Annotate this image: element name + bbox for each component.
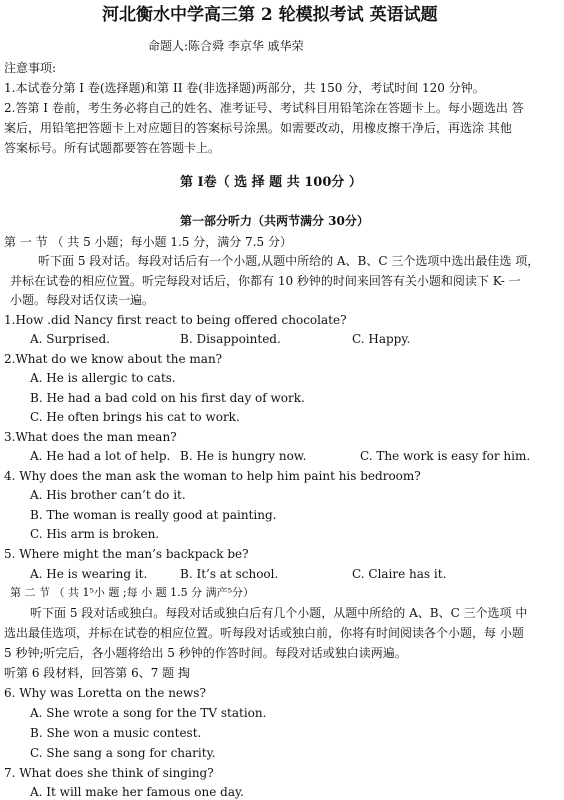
section-2-instr-2: 选出最佳选项，并标在试卷的相应位置。听每段对话或独白前，你将有时间阅读各个小题，每 小题	[4, 626, 524, 640]
q5-option-a: A. He is wearing it.	[30, 567, 148, 581]
notice-heading: 注意事项:	[4, 61, 57, 75]
q6-option-c: C. She sang a song for charity.	[30, 746, 216, 760]
q2-option-c: C. He often brings his cat to work.	[30, 410, 240, 424]
part-1-heading: 第一部分听力（共两节满分 30分）	[180, 214, 369, 228]
q1-option-b: B. Disappointed.	[180, 332, 281, 346]
q5-option-c: C. Claire has it.	[352, 567, 447, 581]
question-4: 4. Why does the man ask the woman to help him paint his bedroom?	[4, 469, 421, 483]
section-1-instr-2: 并标在试卷的相应位置。听完每段对话后，你都有 10 秒钟的时间来回答有关小题和阅读下 K- 一	[10, 274, 521, 288]
volume-1-heading: 第 I卷（ 选 择 题 共 100分 ）	[180, 175, 362, 190]
q6-option-a: A. She wrote a song for the TV station.	[30, 706, 267, 720]
q5-option-b: B. It’s at school.	[180, 567, 279, 581]
q4-option-c: C. His arm is broken.	[30, 527, 160, 541]
q1-option-c: C. Happy.	[352, 332, 411, 346]
page-title: 河北衡水中学高三第 2 轮模拟考试 英语试题	[102, 5, 438, 25]
q6-option-b: B. She won a music contest.	[30, 726, 202, 740]
question-2: 2.What do we know about the man?	[4, 352, 223, 366]
question-6: 6. Why was Loretta on the news?	[4, 686, 206, 700]
section-2-instr-3: 5 秒钟;听完后，各小题将给出 5 秒钟的作答时间。每段对话或独白读两遍。	[4, 646, 407, 660]
q7-option-a: A. It will make her famous one day.	[30, 785, 244, 799]
q2-option-a: A. He is allergic to cats.	[30, 371, 176, 385]
q3-option-b: B. He is hungry now.	[180, 449, 307, 463]
notice-item-2-line3: 答案标号。所有试题都要答在答题卡上。	[4, 141, 221, 155]
q4-option-a: A. His brother can’t do it.	[30, 488, 186, 502]
section-1-instr-1: 听下面 5 段对话。每段对话后有一个小题,从题中所给的 A、B、C 三个选项中选出最佳选 项，	[38, 254, 540, 268]
question-5: 5. Where might the man’s backpack be?	[4, 547, 249, 561]
section-2-heading: 第 二 节 （ 共 1⁵小 题 ;每 小 题 1.5 分 满产⁵分）	[10, 586, 254, 599]
notice-item-2-line1: 2.答第 I 卷前，考生务必将自己的姓名、准考证号、考试科目用铅笔涂在答题卡上。每小题选出 答	[4, 101, 524, 115]
notice-item-1: 1.本试卷分第 I 卷(选择题)和第 II 卷(非选择题)两部分，共 150 分，考试时间 120 分钟。	[4, 81, 485, 95]
section-2-instr-1: 听下面 5 段对话或独白。每段对话或独白后有几个小题，从题中所给的 A、B、C 三个选项 中	[30, 606, 528, 620]
q2-option-b: B. He had a bad cold on his first day of work.	[30, 391, 305, 405]
section-1-heading: 第 一 节 （ 共 5 小题；每小题 1.5 分，满分 7.5 分）	[4, 235, 292, 249]
question-3: 3.What does the man mean?	[4, 430, 177, 444]
question-1: 1.How .did Nancy first react to being offered chocolate?	[4, 313, 347, 327]
notice-item-2-line2: 案后，用铅笔把答题卡上对应题目的答案标号涂黑。如需要改动，用橡皮擦干净后，再选涂 其他	[4, 121, 512, 135]
question-7: 7. What does she think of singing?	[4, 766, 214, 780]
q1-option-a: A. Surprised.	[30, 332, 110, 346]
q3-option-c: C. The work is easy for him.	[360, 449, 531, 463]
q3-option-a: A. He had a lot of help.	[30, 449, 171, 463]
authors: 命题人:陈合舜 李京华 戚华荣	[148, 39, 304, 53]
section-1-instr-3: 小题。每段对话仅读一遍。	[10, 293, 155, 307]
q4-option-b: B. The woman is really good at painting.	[30, 508, 277, 522]
material-6-heading: 听第 6 段材料，回答第 6、7 题 掏	[4, 666, 190, 680]
